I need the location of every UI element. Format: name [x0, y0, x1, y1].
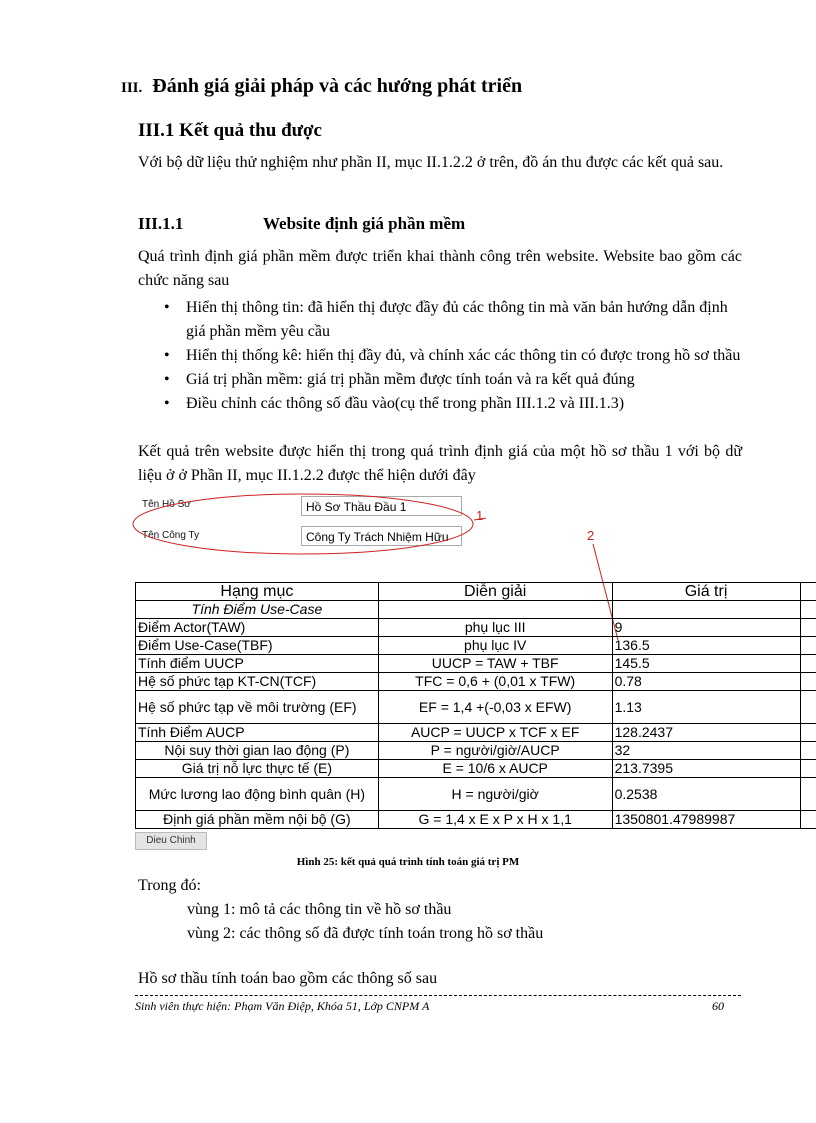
where-label: Trong đó: [138, 877, 201, 894]
subsubsection-title: Website định giá phần mềm [263, 214, 466, 233]
table-row: Giá trị nỗ lực thực tế (E) E = 10/6 x AUCP 213.7395 [136, 760, 816, 778]
bullet-icon: • [164, 395, 170, 412]
subsection-heading: III.1 Kết quả thu được [138, 120, 322, 141]
table-row: Hệ số phức tạp về môi trường (EF) EF = 1,4 +(-0,03 x EFW) 1.13 [136, 691, 816, 724]
final-paragraph: Hồ sơ thầu tính toán bao gồm các thông số sau [138, 970, 438, 987]
region-1-marker: 1 [476, 508, 484, 523]
bullet-icon: • [164, 371, 170, 388]
section-number: III. [121, 80, 143, 96]
table-row: Điểm Use-Case(TBF) phụ lục IV 136.5 [136, 637, 816, 655]
table-row: Tính Điểm AUCP AUCP = UUCP x TCF x EF 128.2437 [136, 724, 816, 742]
list-item: • Điều chỉnh các thông số đầu vào(cụ thể trong phần III.1.2 và III.1.3) [138, 392, 742, 416]
table-row: Tính điểm UUCP UUCP = TAW + TBF 145.5 [136, 655, 816, 673]
table-row: Nội suy thời gian lao động (P) P = người/giờ/AUCP 32 [136, 742, 816, 760]
adjust-button[interactable]: Dieu Chinh [135, 832, 207, 850]
profile-name-field[interactable]: Hồ Sơ Thầu Đầu 1 [301, 496, 462, 516]
table-row: Hệ số phức tạp KT-CN(TCF) TFC = 0,6 + (0,01 x TFW) 0.78 [136, 673, 816, 691]
bullet-icon: • [164, 299, 170, 316]
header-value: Giá trị [612, 583, 800, 601]
region-2-marker: 2 [587, 528, 595, 543]
list-item: • Hiển thị thống kê: hiển thị đầy đủ, và chính xác các thông tin có được trong hồ sơ thầu [138, 344, 742, 368]
list-item: • Hiển thị thông tin: đã hiển thị được đầy đủ các thông tin mà văn bản hướng dẫn định giá phần mềm yêu cầu [138, 296, 742, 344]
section-row-label: Tính Điểm Use-Case [136, 601, 379, 619]
result-table [135, 582, 816, 829]
region-note-2: vùng 2: các thông số đã được tính toán trong hồ sơ thầu [187, 925, 544, 942]
bullet-icon: • [164, 347, 170, 364]
website-intro-paragraph: Quá trình định giá phần mềm được triển khai thành công trên website. Website bao gồm các chức năng sau [138, 248, 742, 289]
footer-divider [135, 995, 741, 996]
result-paragraph: Kết quả trên website được hiển thị trong quá trình định giá của một hồ sơ thầu 1 với bộ dữ liệu ở ở Phần II, mục II.1.2.2 được thể hiện dưới đây [138, 443, 742, 484]
region-1-ellipse [133, 494, 473, 554]
region-note-1: vùng 1: mô tả các thông tin về hồ sơ thầu [187, 901, 452, 918]
footer-author: Sinh viên thực hiện: Phạm Văn Điệp, Khóa 51, Lớp CNPM A [135, 999, 430, 1013]
table-row: Mức lương lao động bình quân (H) H = người/giờ 0.2538 [136, 778, 816, 811]
list-item: • Giá trị phần mềm: giá trị phần mềm được tính toán và ra kết quả đúng [138, 368, 742, 392]
table-row: Điểm Actor(TAW) phụ lục III 9 [136, 619, 816, 637]
header-description: Diễn giải [378, 583, 612, 601]
company-name-field[interactable]: Công Ty Trách Nhiệm Hữu [301, 526, 462, 546]
profile-name-label: Tên Hồ Sơ [142, 499, 191, 510]
company-name-label: Tên Công Ty [142, 530, 200, 541]
table-row: Định giá phần mềm nội bộ (G) G = 1,4 x E x P x H x 1,1 1350801.47989987 [136, 811, 816, 829]
table-section-row [136, 601, 816, 619]
header-item: Hạng mục [136, 583, 379, 601]
section-title: Đánh giá giải pháp và các hướng phát triển [152, 75, 523, 97]
figure-caption: Hình 25: kết quả quá trình tính toán giá trị PM [296, 856, 520, 868]
intro-paragraph: Với bộ dữ liệu thử nghiệm như phần II, mục II.1.2.2 ở trên, đồ án thu được các kết quả sau. [138, 154, 724, 171]
table-header-row [136, 583, 816, 601]
page-number: 60 [712, 999, 724, 1013]
subsubsection-number: III.1.1 [138, 214, 184, 233]
